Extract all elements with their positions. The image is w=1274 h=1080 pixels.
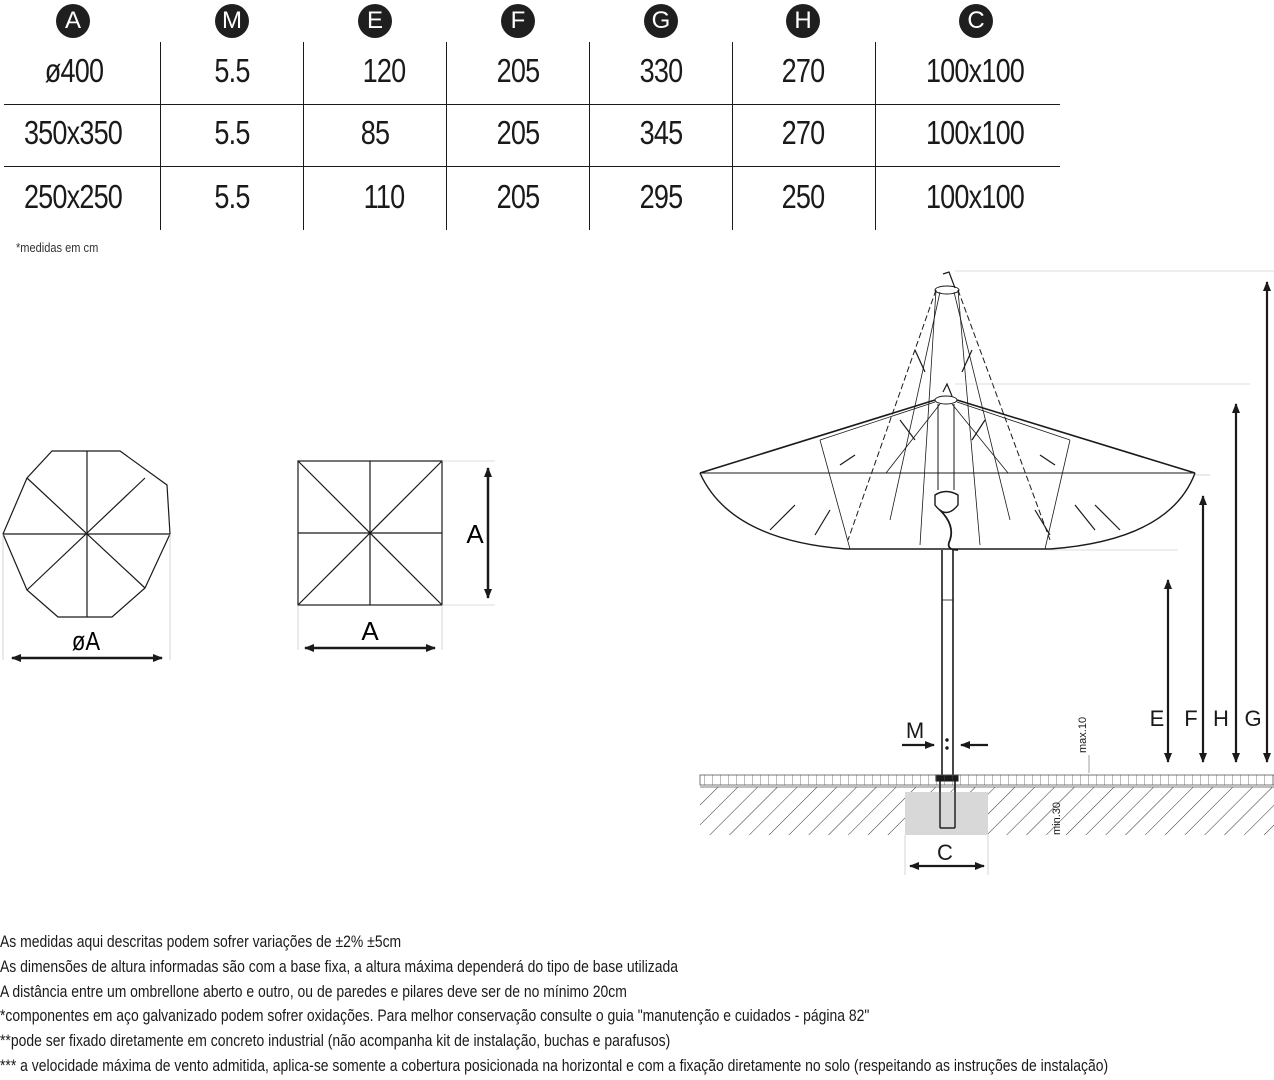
square-canopy-top-view (298, 461, 495, 650)
table-cell: ø400 (44, 52, 104, 89)
header-a: A (56, 4, 90, 38)
header-f: F (501, 4, 535, 38)
h-label: H (1213, 706, 1229, 731)
table-cell: 250 (781, 178, 825, 215)
table-cell: 5.5 (214, 114, 250, 151)
table-cell: 85 (360, 114, 390, 151)
footer-line: *** a velocidade máxima de vento admitida, aplica-se somente a cobertura posicionada na horizontal e com a fixação diretamente no solo (respeitando as instruções de instalação) (0, 1055, 1109, 1075)
table-cell: 5.5 (214, 52, 250, 89)
footer-line: As medidas aqui descritas podem sofrer variações de ±2% ±5cm (0, 932, 402, 951)
header-g: G (644, 4, 678, 38)
table-cell: 205 (496, 114, 540, 151)
table-cell: 270 (781, 114, 825, 151)
table-cell: 345 (639, 114, 683, 151)
min30-label: min.30 (1051, 801, 1063, 835)
f-label: F (1184, 706, 1198, 731)
max10-label: max.10 (1077, 716, 1089, 753)
square-height-label: A (466, 519, 484, 549)
table-cell: 5.5 (214, 178, 250, 215)
table-cell: 350x350 (23, 114, 123, 151)
table-cell: 100x100 (925, 178, 1025, 215)
header-m: M (215, 4, 249, 38)
c-label: C (937, 840, 953, 865)
table-cell: 250x250 (23, 178, 123, 215)
table-cell: 270 (781, 52, 825, 89)
g-label: G (1244, 706, 1262, 731)
ground-section (700, 775, 1274, 835)
footer-notes (0, 930, 1108, 1079)
units-note: *medidas em cm (16, 240, 99, 255)
m-label: M (905, 718, 925, 743)
table-cell: 100x100 (925, 52, 1025, 89)
footer-line: **pode ser fixado diretamente em concreto industrial (não acompanha kit de instalação, buchas e parafusos) (0, 1031, 671, 1051)
table-cell: 205 (496, 52, 540, 89)
table-cell: 330 (639, 52, 683, 89)
square-width-label: A (361, 616, 379, 646)
footer-line: *componentes em aço galvanizado podem sofrer oxidações. Para melhor conservação consulte o guia "manutenção e cuidados - página 82" (0, 1006, 870, 1026)
table-cell: 100x100 (925, 114, 1025, 151)
table-cell: 110 (363, 178, 405, 215)
header-h: H (786, 4, 820, 38)
table-cell: 120 (362, 52, 406, 89)
table-cell: 295 (639, 178, 683, 215)
footer-line: A distância entre um ombrellone aberto e outro, ou de paredes e pilares deve ser de no mínimo 20cm (0, 981, 627, 1001)
e-label: E (1149, 706, 1165, 731)
header-e: E (358, 4, 392, 38)
footer-line: As dimensões de altura informadas são com a base fixa, a altura máxima dependerá do tipo de base utilizada (0, 956, 679, 976)
table-cell: 205 (496, 178, 540, 215)
round-width-label: øA (71, 627, 101, 657)
header-c: C (959, 4, 993, 38)
